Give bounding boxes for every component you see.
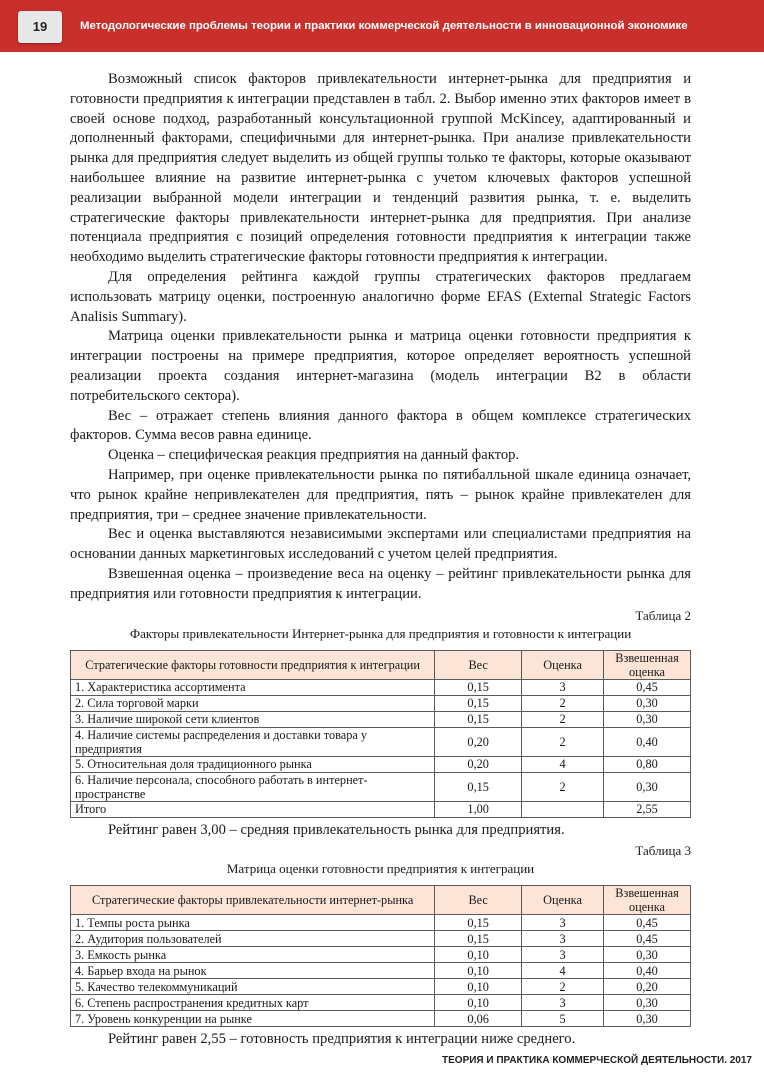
table-cell: 0,10 (435, 963, 522, 979)
table-cell: 5. Относительная доля традиционного рынка (71, 756, 435, 772)
table-2-rating: Рейтинг равен 3,00 – средняя привлекательность рынка для предприятия. (108, 821, 565, 838)
table-row (71, 915, 691, 931)
table-cell: 0,40 (604, 727, 691, 756)
table-cell: 7. Уровень конкуренции на рынке (71, 1011, 435, 1027)
table-cell: 5 (522, 1011, 604, 1027)
table-row (71, 979, 691, 995)
page-number: 19 (18, 11, 62, 43)
table-cell: 3. Наличие широкой сети клиентов (71, 711, 435, 727)
table-cell: 1. Характеристика ассортимента (71, 679, 435, 695)
table-cell: 0,80 (604, 756, 691, 772)
header-band (0, 0, 764, 52)
table-cell: 2. Аудитория пользователей (71, 931, 435, 947)
running-header-title: Методологические проблемы теории и практики коммерческой деятельности в инновационной экономике (80, 20, 688, 32)
table-cell: 0,15 (435, 772, 522, 801)
article-body (70, 70, 691, 1050)
table-cell: 4. Наличие системы распределения и доставки товара у предприятия (71, 727, 435, 756)
table-cell: 0,06 (435, 1011, 522, 1027)
paragraph: Оценка – специфическая реакция предприятия на данный фактор. (108, 447, 520, 464)
table-cell: 0,20 (435, 727, 522, 756)
paragraph: Для определения рейтинга каждой группы стратегических факторов предлагаем использовать матрицу оценки, построенную аналогично форме EFAS (External Strategic Factors Analisis Summary). (70, 268, 691, 325)
table-cell: 2 (522, 695, 604, 711)
table-cell: 0,40 (604, 963, 691, 979)
table-cell: 0,30 (604, 995, 691, 1011)
table-row (71, 695, 691, 711)
table-cell: 0,10 (435, 995, 522, 1011)
table-cell: 0,10 (435, 947, 522, 963)
table-cell: 0,15 (435, 679, 522, 695)
table-cell: 3 (522, 947, 604, 963)
column-header: Взвешенная оценка (604, 886, 691, 915)
table-cell: 2 (522, 711, 604, 727)
table-cell: 6. Наличие персонала, способного работать в интернет-пространстве (71, 772, 435, 801)
table-row (71, 963, 691, 979)
paragraph: Взвешенная оценка – произведение веса на оценку – рейтинг привлекательности рынка для предприятия или готовности предприятия к интеграции. (70, 565, 691, 602)
paragraph: Вес – отражает степень влияния данного фактора в общем комплексе стратегических факторов. Сумма весов равна единице. (70, 407, 691, 444)
table-3-caption: Таблица 3 (635, 843, 691, 859)
column-header: Взвешенная оценка (604, 650, 691, 679)
table-cell: Итого (71, 801, 435, 817)
table-cell: 0,10 (435, 979, 522, 995)
table-cell: 2,55 (604, 801, 691, 817)
table-row (71, 756, 691, 772)
paragraph: Вес и оценка выставляются независимыми экспертами или специалистами предприятия на основании данных маркетинговых исследований с учетом целей предприятия. (70, 526, 691, 563)
table-cell (522, 801, 604, 817)
table-row (71, 772, 691, 801)
table-cell: 6. Степень распространения кредитных карт (71, 995, 435, 1011)
table-cell: 0,30 (604, 772, 691, 801)
column-header: Оценка (522, 886, 604, 915)
table-cell: 0,20 (604, 979, 691, 995)
column-header: Стратегические факторы привлекательности интернет-рынка (71, 886, 435, 915)
table-3 (70, 885, 691, 1027)
table-cell: 0,15 (435, 695, 522, 711)
table-cell: 0,15 (435, 711, 522, 727)
paragraph: Например, при оценке привлекательности рынка по пятибалльной шкале единица означает, что рынок крайне непривлекателен для предприятия, пять – рынок крайне привлекателен для предприятия, три – среднее значение привлекательности. (70, 466, 691, 523)
table-row (71, 947, 691, 963)
table-row (71, 711, 691, 727)
table-cell: 2 (522, 979, 604, 995)
table-cell: 0,45 (604, 931, 691, 947)
table-cell: 5. Качество телекоммуникаций (71, 979, 435, 995)
table-cell: 3 (522, 995, 604, 1011)
table-total-row (71, 801, 691, 817)
table-2-title: Факторы привлекательности Интернет-рынка для предприятия и готовности к интеграции (129, 625, 632, 641)
journal-footer: ТЕОРИЯ И ПРАКТИКА КОММЕРЧЕСКОЙ ДЕЯТЕЛЬНОСТИ. 2017 (442, 1055, 752, 1066)
table-cell: 4. Барьер входа на рынок (71, 963, 435, 979)
table-cell: 0,15 (435, 915, 522, 931)
table-cell: 0,30 (604, 695, 691, 711)
table-row (71, 679, 691, 695)
table-cell: 0,30 (604, 1011, 691, 1027)
table-cell: 2 (522, 727, 604, 756)
paragraph: Возможный список факторов привлекательности интернет-рынка для предприятия и готовности предприятия к интеграции представлен в табл. 2. Выбор именно этих факторов имеет в своей основе подход, разработанный консультационной группой McKincey, адаптированный и дополненный факторами, специфичными для интернет-рынка. При анализе привлекательности рынка для предприятия следует выделить из общей группы только те факторы, которые оказывают наибольшее влияние на развитие интернет-рынка с учетом ключевых факторов успешной реализации выбранной модели интеграции и тенденций развития рынка, т. е. выделить стратегические факторы привлекательности интернет-рынка для предприятия. При анализе потенциала предприятия с позиций определения готовности предприятия к интеграции также необходимо выделить стратегические факторы готовности предприятия к интеграции. (70, 71, 691, 266)
table-2 (70, 650, 691, 818)
table-cell: 1. Темпы роста рынка (71, 915, 435, 931)
table-3-rating: Рейтинг равен 2,55 – готовность предприятия к интеграции ниже среднего. (108, 1031, 576, 1048)
column-header: Вес (435, 650, 522, 679)
column-header: Вес (435, 886, 522, 915)
table-cell: 3. Емкость рынка (71, 947, 435, 963)
table-row (71, 727, 691, 756)
table-header-row (71, 886, 691, 915)
table-cell: 0,15 (435, 931, 522, 947)
table-cell: 2. Сила торговой марки (71, 695, 435, 711)
table-row (71, 995, 691, 1011)
table-cell: 3 (522, 931, 604, 947)
table-row (71, 931, 691, 947)
table-cell: 4 (522, 963, 604, 979)
table-cell: 0,45 (604, 679, 691, 695)
table-header-row (71, 650, 691, 679)
column-header: Стратегические факторы готовности предприятия к интеграции (71, 650, 435, 679)
table-cell: 2 (522, 772, 604, 801)
table-cell: 0,20 (435, 756, 522, 772)
table-cell: 3 (522, 679, 604, 695)
table-row (71, 1011, 691, 1027)
table-cell: 1,00 (435, 801, 522, 817)
table-cell: 0,30 (604, 947, 691, 963)
column-header: Оценка (522, 650, 604, 679)
table-3-title: Матрица оценки готовности предприятия к интеграции (226, 861, 535, 877)
table-cell: 0,45 (604, 915, 691, 931)
table-2-caption: Таблица 2 (635, 607, 691, 623)
table-cell: 0,30 (604, 711, 691, 727)
table-cell: 3 (522, 915, 604, 931)
paragraph: Матрица оценки привлекательности рынка и матрица оценки готовности предприятия к интеграции построены на примере предприятия, которое определяет вероятность успешной реализации проекта создания интернет-магазина (модель интеграции B2 в области потребительского сектора). (70, 328, 691, 404)
table-cell: 4 (522, 756, 604, 772)
